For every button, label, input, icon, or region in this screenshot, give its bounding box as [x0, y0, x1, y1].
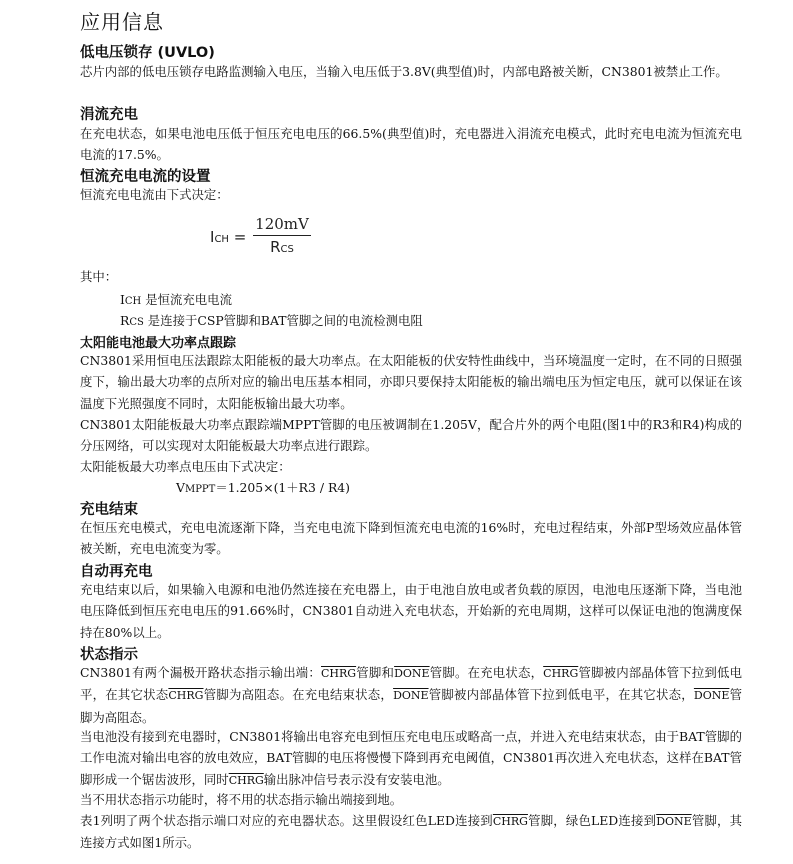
chrg-pin: CHRG: [543, 667, 579, 680]
uvlo-heading: 低电压锁存 (UVLO): [80, 45, 215, 61]
done-pin: DONE: [656, 815, 692, 828]
status-heading: 状态指示: [80, 647, 138, 663]
mppt-paragraph-3: 太阳能板最大功率点电压由下式决定：: [80, 459, 291, 474]
end-paragraph: 在恒压充电模式，充电电流逐渐下降，当充电电流下降到恒流充电电流的16%时，充电过程结束，外部P型场效应晶体管被关断，充电电流变为零。: [80, 520, 742, 557]
done-pin: DONE: [693, 689, 730, 703]
formula-lhs: ICH =: [210, 228, 247, 246]
definition-rcs: RCS 是连接于CSP管脚和BAT管脚之间的电流检测电阻: [120, 313, 423, 328]
end-heading: 充电结束: [80, 502, 138, 518]
formula-fraction: [253, 214, 311, 259]
chrg-pin: CHRG: [492, 815, 528, 828]
formula-denominator: RCS: [270, 238, 294, 256]
chrg-pin: CHRG: [228, 773, 264, 787]
cc-setting-heading: 恒流充电电流的设置: [80, 169, 211, 185]
trickle-heading: 涓流充电: [80, 107, 138, 123]
formula-numerator: 120mV: [255, 215, 309, 233]
definition-ich: ICH 是恒流充电电流: [120, 292, 232, 307]
page-title: 应用信息: [80, 10, 164, 34]
status-paragraph-2: 当电池没有接到充电器时，CN3801将输出电容充电到恒压充电电压或略高一点，并进入充电结束状态，由于BAT管脚的工作电流对输出电容的放电效应，BAT管脚的电压将慢慢下降到再充电阈值，CN3801再次进入充电状态，这样在BAT管脚形成一个锯齿波形，同时CHRG输出脉冲信号表示没有安装电池。: [80, 729, 742, 787]
where-label: 其中：: [80, 269, 118, 284]
chrg-pin: CHRG: [168, 689, 204, 703]
cc-setting-intro: 恒流充电电流由下式决定：: [80, 187, 229, 202]
recharge-heading: 自动再充电: [80, 564, 153, 580]
done-pin: DONE: [394, 667, 430, 680]
done-pin: DONE: [393, 689, 429, 703]
status-paragraph-3: 当不用状态指示功能时，将不用的状态指示输出端接到地。: [80, 792, 403, 807]
uvlo-paragraph: 芯片内部的低电压锁存电路监测输入电压，当输入电压低于3.8V(典型值)时，内部电路被关断，CN3801被禁止工作。: [80, 64, 728, 79]
mppt-paragraph-1: CN3801采用恒电压法跟踪太阳能板的最大功率点。在太阳能板的伏安特性曲线中，当环境温度一定时，在不同的日照强度下，输出最大功率的点所对应的输出电压基本相同，亦即只要保持太阳能板的输出端电压为恒定电压，就可以保证在该温度下光照强度不同时，太阳能板输出最大功率。: [80, 353, 742, 411]
mppt-paragraph-2: CN3801太阳能板最大功率点跟踪端MPPT管脚的电压被调制在1.205V，配合片外的两个电阻(图1中的R3和R4)构成的分压网络，可以实现对太阳能板最大功率点进行跟踪。: [80, 417, 742, 454]
status-paragraph-1: CN3801有两个漏极开路状态指示输出端：CHRG管脚和DONE管脚。在充电状态，CHRG管脚被内部晶体管下拉到低电平，在其它状态CHRG管脚为高阻态。在充电结束状态，DONE管脚被内部晶体管下拉到低电平，在其它状态，DONE管脚为高阻态。: [80, 665, 743, 725]
recharge-paragraph: 充电结束以后，如果输入电源和电池仍然连接在充电器上，由于电池自放电或者负载的原因，电池电压逐渐下降，当电池电压降低到恒压充电电压的91.66%时，CN3801自动进入充电状态，开始新的充电周期，这样可以保证电池的饱满度保持在80%以上。: [80, 582, 742, 640]
chrg-pin: CHRG: [321, 667, 357, 680]
fraction-bar: [253, 235, 311, 236]
trickle-paragraph: 在充电状态，如果电池电压低于恒压充电电压的66.5%(典型值)时，充电器进入涓流充电模式，此时充电电流为恒流充电电流的17.5%。: [80, 126, 742, 163]
mppt-equation: VMPPT＝1.205×(1＋R3 / R4): [176, 480, 350, 495]
mppt-heading: 太阳能电池最大功率点跟踪: [80, 336, 237, 351]
status-paragraph-4: 表1列明了两个状态指示端口对应的充电器状态。这里假设红色LED连接到CHRG管脚，绿色LED连接到DONE管脚，其连接方式如图1所示。: [80, 813, 743, 851]
